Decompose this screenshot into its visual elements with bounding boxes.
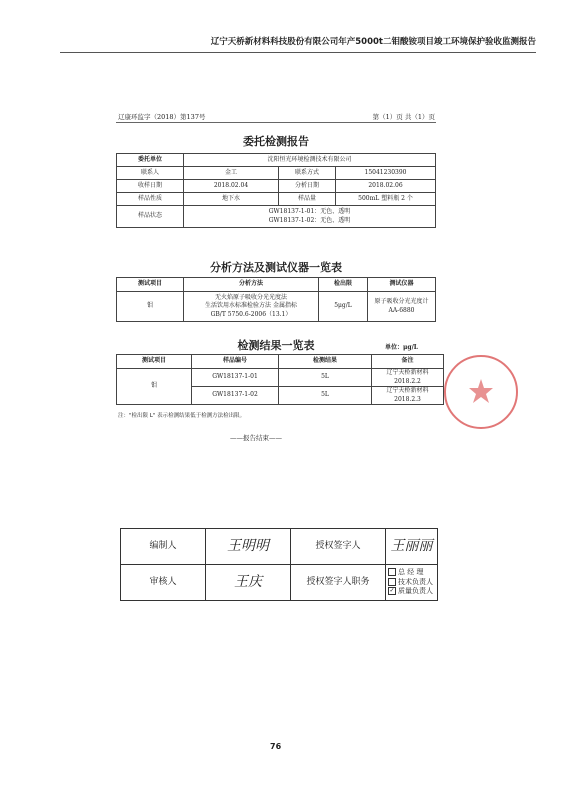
reviewer-signature: 王庆 xyxy=(206,565,291,601)
section2-title: 分析方法及测试仪器一览表 xyxy=(210,261,342,274)
col-header: 分析方法 xyxy=(184,278,319,292)
section1-title: 委托检测报告 xyxy=(243,135,309,148)
col-header: 检出限 xyxy=(319,278,368,292)
unit-label: 单位：μg/L xyxy=(385,344,418,351)
header-divider xyxy=(60,52,536,53)
cell xyxy=(184,206,436,228)
checkbox-icon: ✓ xyxy=(389,587,395,595)
cell xyxy=(372,387,444,405)
col-header: 样品编号 xyxy=(192,355,279,369)
state-line: GW18137-1-01：无色、透明 xyxy=(268,208,351,216)
role-option[interactable]: ✓ 质量负责人 xyxy=(389,587,433,596)
authorized-role-label: 授权签字人职务 xyxy=(291,565,386,601)
cell: 5L xyxy=(279,387,372,405)
cell: GW18137-1-01 xyxy=(192,369,279,387)
role-option[interactable]: 总 经 理 xyxy=(388,568,435,578)
cell: 钼 xyxy=(117,369,192,405)
cell: 地下水 xyxy=(184,193,279,206)
note-line: 2018.2.3 xyxy=(394,395,421,403)
cell: 样品性质 xyxy=(117,193,184,206)
role-option[interactable]: 技术负责人 xyxy=(388,578,435,588)
col-header: 测试仪器 xyxy=(368,278,436,292)
seal-star-icon xyxy=(446,357,516,427)
cell: 样品量 xyxy=(279,193,336,206)
cell: 2018.02.06 xyxy=(336,180,436,193)
table-row xyxy=(117,369,444,387)
method-line: 生活饮用水标准检验方法 金属指标 xyxy=(205,302,297,310)
cell: 钼 xyxy=(117,292,184,322)
cell: 样品状态 xyxy=(117,206,184,228)
company-seal xyxy=(444,355,518,429)
result-table xyxy=(116,354,444,405)
end-marker: ——报告结束—— xyxy=(230,434,282,442)
compiler-signature: 王明明 xyxy=(206,529,291,565)
col-header: 测试项目 xyxy=(117,278,184,292)
reviewer-label: 审核人 xyxy=(121,565,206,601)
note-line: 2018.2.2 xyxy=(394,377,421,385)
state-line: GW18137-1-02：无色、透明 xyxy=(268,216,351,224)
authorized-signature: 王丽丽 xyxy=(386,529,438,565)
cell: 联系方式 xyxy=(279,167,336,180)
instrument-line: AA-6880 xyxy=(388,306,415,314)
footnote: 注："检出限 L" 表示检测结果低于检测方法检出限。 xyxy=(118,413,246,419)
running-header: 辽宁天桥新材料科技股份有限公司年产5000t二钼酸铵项目竣工环境保护验收监测报告 xyxy=(210,37,536,47)
note-line: 辽宁天桥新材料 xyxy=(386,387,429,395)
method-line: GB/T 5750.6-2006（13.1） xyxy=(210,310,292,318)
col-header: 测试项目 xyxy=(117,355,192,369)
cell: GW18137-1-02 xyxy=(192,387,279,405)
cell: 5μg/L xyxy=(319,292,368,322)
method-table xyxy=(116,277,436,322)
signature-table xyxy=(120,528,438,601)
report-number: 辽康环监字（2018）第137号 xyxy=(118,113,206,121)
cell: 金工 xyxy=(184,167,279,180)
report-divider xyxy=(116,122,436,123)
cell: 5L xyxy=(279,369,372,387)
cell: 委托单位 xyxy=(117,154,184,167)
role-checklist xyxy=(386,565,438,601)
cell xyxy=(372,369,444,387)
checkbox-icon xyxy=(388,568,396,576)
page-info: 第（1）页 共（1）页 xyxy=(372,113,435,121)
entrust-table xyxy=(116,153,436,228)
cell: 2018.02.04 xyxy=(184,180,279,193)
col-header: 检测结果 xyxy=(279,355,372,369)
compiler-label: 编制人 xyxy=(121,529,206,565)
method-line: 无火焰原子吸收分光光度法 xyxy=(214,294,287,302)
instrument-line: 原子吸收分光光度计 xyxy=(374,298,429,306)
cell: 500mL 塑料瓶 2 个 xyxy=(336,193,436,206)
checkbox-icon xyxy=(388,578,396,586)
page-number: 76 xyxy=(270,742,282,751)
cell: 收样日期 xyxy=(117,180,184,193)
authorized-label: 授权签字人 xyxy=(291,529,386,565)
section3-title: 检测结果一览表 xyxy=(237,339,315,352)
cell xyxy=(184,292,319,322)
cell: 联系人 xyxy=(117,167,184,180)
col-header: 备注 xyxy=(372,355,444,369)
note-line: 辽宁天桥新材料 xyxy=(386,369,429,377)
cell: 15041230390 xyxy=(336,167,436,180)
cell xyxy=(368,292,436,322)
cell: 沈阳恒光环境检测技术有限公司 xyxy=(184,154,436,167)
cell: 分析日期 xyxy=(279,180,336,193)
